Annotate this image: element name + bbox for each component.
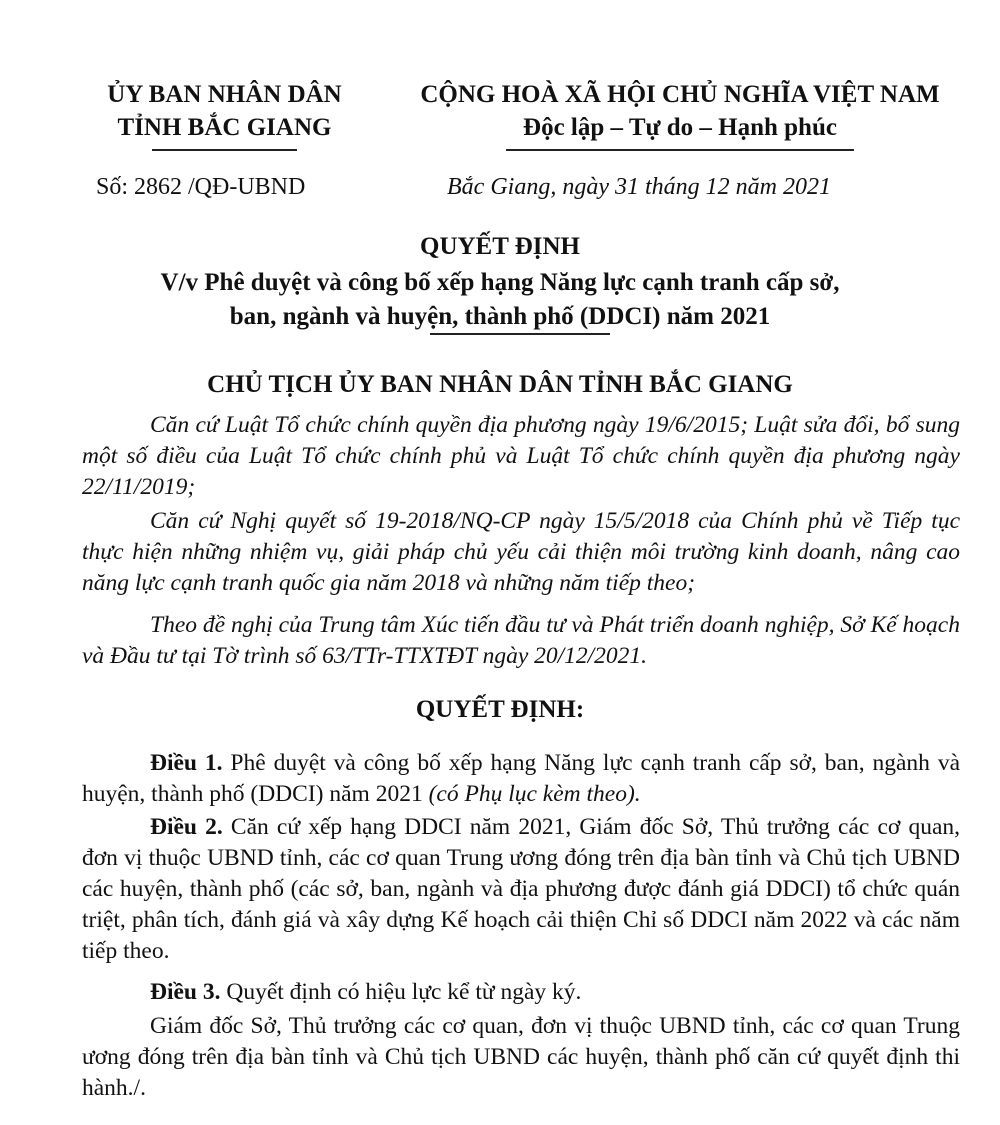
- article-1-label: Điều 1.: [150, 750, 223, 776]
- preamble-clause: Căn cứ Nghị quyết số 19-2018/NQ-CP ngày 15/5/2018 của Chính phủ về Tiếp tục thực hiện những nhiệm vụ, giải pháp chủ yếu cải thiện môi trường kinh doanh, nâng cao năng lực cạnh tranh quốc gia năm 2018 và những năm tiếp theo;: [82, 508, 960, 596]
- article-1: [82, 748, 960, 810]
- article-1-text: Phê duyệt và công bố xếp hạng Năng lực cạnh tranh cấp sở, ban, ngành và huyện, thành phố (DDCI) năm 2021: [82, 750, 961, 807]
- decision-heading: QUYẾT ĐỊNH:: [415, 696, 585, 723]
- issuing-authority-line1: ỦY BAN NHÂN DÂN: [107, 81, 342, 108]
- motto-underline: [506, 149, 854, 151]
- preamble-clause: Theo đề nghị của Trung tâm Xúc tiến đầu tư và Phát triển doanh nghiệp, Sở Kế hoạch và Đầu tư tại Tờ trình số 63/TTr-TTXTĐT ngày 20/12/2021.: [82, 612, 960, 669]
- subject-underline: [430, 333, 610, 335]
- document-subject: [40, 266, 960, 334]
- issuing-authority-line2: TỈNH BẮC GIANG: [117, 114, 332, 141]
- subject-line2: ban, ngành và huyện, thành phố (DDCI) năm 2021: [229, 303, 771, 330]
- preamble-clause: Căn cứ Luật Tổ chức chính quyền địa phương ngày 19/6/2015; Luật sửa đổi, bổ sung một số điều của Luật Tổ chức chính phủ và Luật Tổ chức chính quyền địa phương ngày 22/11/2019;: [82, 412, 960, 500]
- subject-line1: V/v Phê duyệt và công bố xếp hạng Năng lực cạnh tranh cấp sở,: [160, 269, 840, 296]
- national-motto: [400, 78, 960, 144]
- issuing-authority: [72, 78, 377, 144]
- closing-paragraph: Giám đốc Sở, Thủ trưởng các cơ quan, đơn vị thuộc UBND tỉnh, các cơ quan Trung ương đóng trên địa bàn tỉnh và Chủ tịch UBND các huyện, thành phố căn cứ quyết định thi hành./.: [82, 1013, 960, 1101]
- article-3-text: Quyết định có hiệu lực kể từ ngày ký.: [220, 979, 582, 1005]
- document-number: Số: 2862 /QĐ-UBND: [96, 174, 306, 200]
- article-3-label: Điều 3.: [150, 979, 221, 1005]
- article-2: [82, 812, 960, 967]
- national-name: CỘNG HOÀ XÃ HỘI CHỦ NGHĨA VIỆT NAM: [420, 81, 940, 108]
- signing-authority: CHỦ TỊCH ỦY BAN NHÂN DÂN TỈNH BẮC GIANG: [207, 371, 793, 398]
- motto: Độc lập – Tự do – Hạnh phúc: [523, 114, 837, 141]
- article-2-text: Căn cứ xếp hạng DDCI năm 2021, Giám đốc Sở, Thủ trưởng các cơ quan, đơn vị thuộc UBND tỉnh, các cơ quan Trung ương đóng trên địa bàn tỉnh và Chủ tịch UBND các huyện, thành phố (các sở, ban, ngành và địa phương được đánh giá DDCI) tổ chức quán triệt, phân tích, đánh giá và xây dựng Kế hoạch cải thiện Chỉ số DDCI năm 2022 và các năm tiếp theo.: [82, 814, 961, 964]
- document-type-heading: QUYẾT ĐỊNH: [420, 233, 580, 260]
- document-date: Bắc Giang, ngày 31 tháng 12 năm 2021: [447, 174, 831, 200]
- article-2-label: Điều 2.: [150, 814, 223, 840]
- article-3: [82, 977, 960, 1008]
- authority-underline: [152, 149, 297, 151]
- article-1-note: (có Phụ lục kèm theo).: [428, 781, 641, 807]
